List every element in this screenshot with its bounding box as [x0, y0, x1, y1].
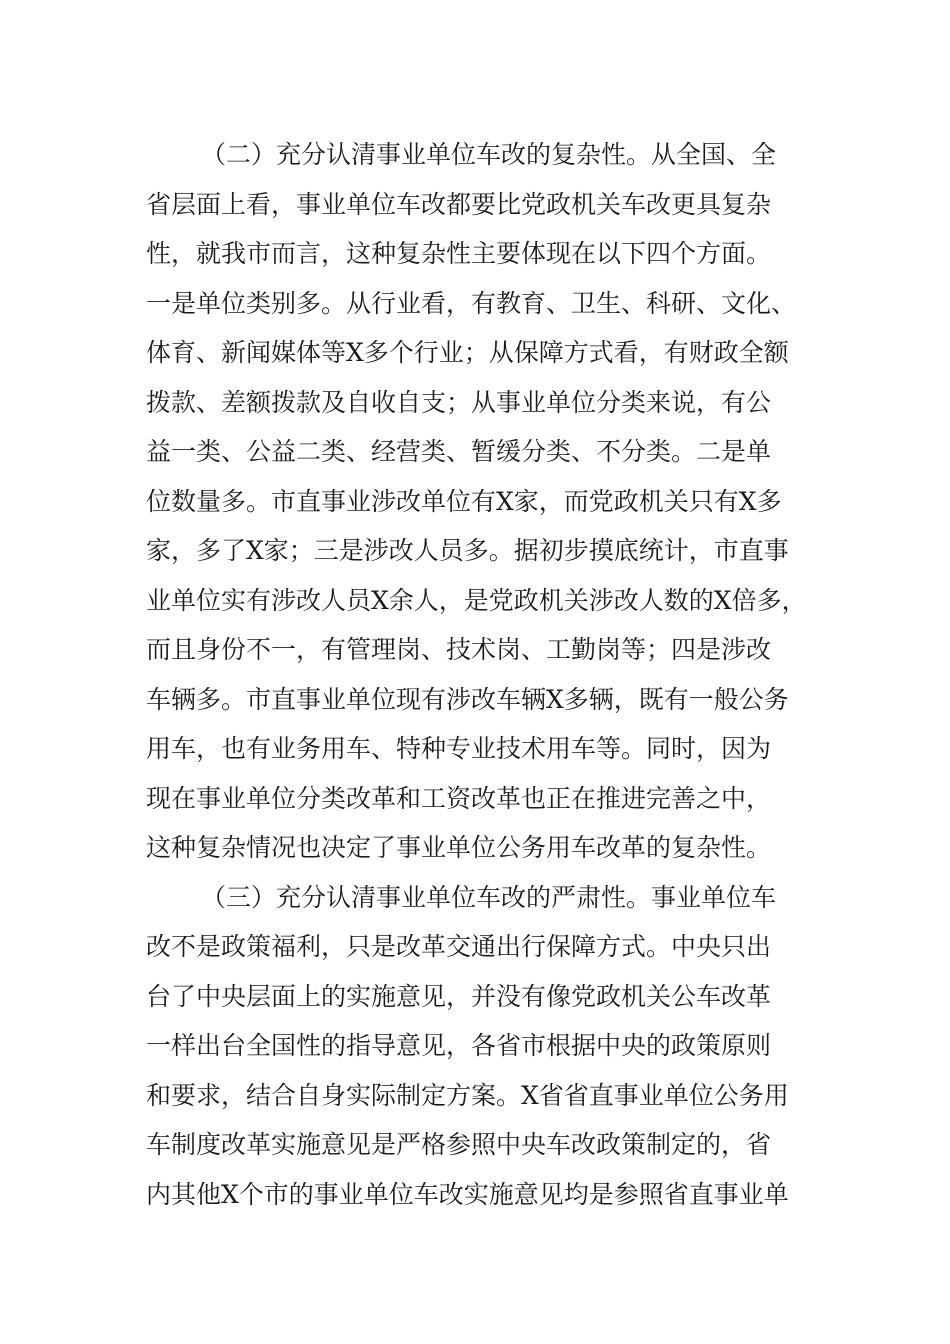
paragraph-line: 体育、新闻媒体等X多个行业；从保障方式看，有财政全额: [146, 338, 789, 367]
paragraph-line: 位数量多。市直事业涉改单位有X家，而党政机关只有X多: [146, 486, 782, 516]
paragraph-line: （三）充分认清事业单位车改的严肃性。事业单位车: [201, 882, 777, 912]
paragraph-line: 用车，也有业务用车、特种专业技术用车等。同时，因为: [146, 734, 772, 763]
body-text: [146, 130, 826, 1219]
paragraph-line: 和要求，结合自身实际制定方案。X省省直事业单位公务用: [146, 1080, 789, 1110]
paragraph-line: 车辆多。市直事业单位现有涉改车辆X多辆，既有一般公务: [146, 684, 789, 714]
paragraph-line: 拨款、差额拨款及自收自支；从事业单位分类来说，有公: [146, 387, 772, 417]
paragraph-line: 而且身份不一，有管理岗、技术岗、工勤岗等；四是涉改: [146, 635, 772, 664]
paragraph-line: 改不是政策福利，只是改革交通出行保障方式。中央只出: [146, 932, 772, 961]
paragraph-line: 台了中央层面上的实施意见，并没有像党政机关公车改革: [146, 981, 772, 1011]
paragraph-line: 性，就我市而言，这种复杂性主要体现在以下四个方面。: [146, 239, 772, 268]
paragraph-line: 业单位实有涉改人员X余人，是党政机关涉改人数的X倍多，: [146, 585, 807, 615]
paragraph-line: 这种复杂情况也决定了事业单位公务用车改革的复杂性。: [146, 833, 772, 862]
paragraph-line: 一样出台全国性的指导意见，各省市根据中央的政策原则: [146, 1031, 772, 1060]
paragraph-line: 现在事业单位分类改革和工资改革也正在推进完善之中，: [146, 783, 772, 813]
paragraph-line: 家，多了X家；三是涉改人员多。据初步摸底统计，市直事: [146, 536, 789, 565]
paragraph-line: 内其他X个市的事业单位车改实施意见均是参照省直事业单: [146, 1179, 789, 1209]
paragraph-line: 省层面上看，事业单位车改都要比党政机关车改更具复杂: [146, 189, 772, 219]
paragraph-line: 车制度改革实施意见是严格参照中央车改政策制定的，省: [146, 1130, 772, 1159]
paragraph-line: 一是单位类别多。从行业看，有教育、卫生、科研、文化、: [146, 288, 797, 318]
paragraph-line: （二）充分认清事业单位车改的复杂性。从全国、全: [201, 140, 777, 169]
paragraph-line: 益一类、公益二类、经营类、暂缓分类、不分类。二是单: [146, 437, 772, 466]
